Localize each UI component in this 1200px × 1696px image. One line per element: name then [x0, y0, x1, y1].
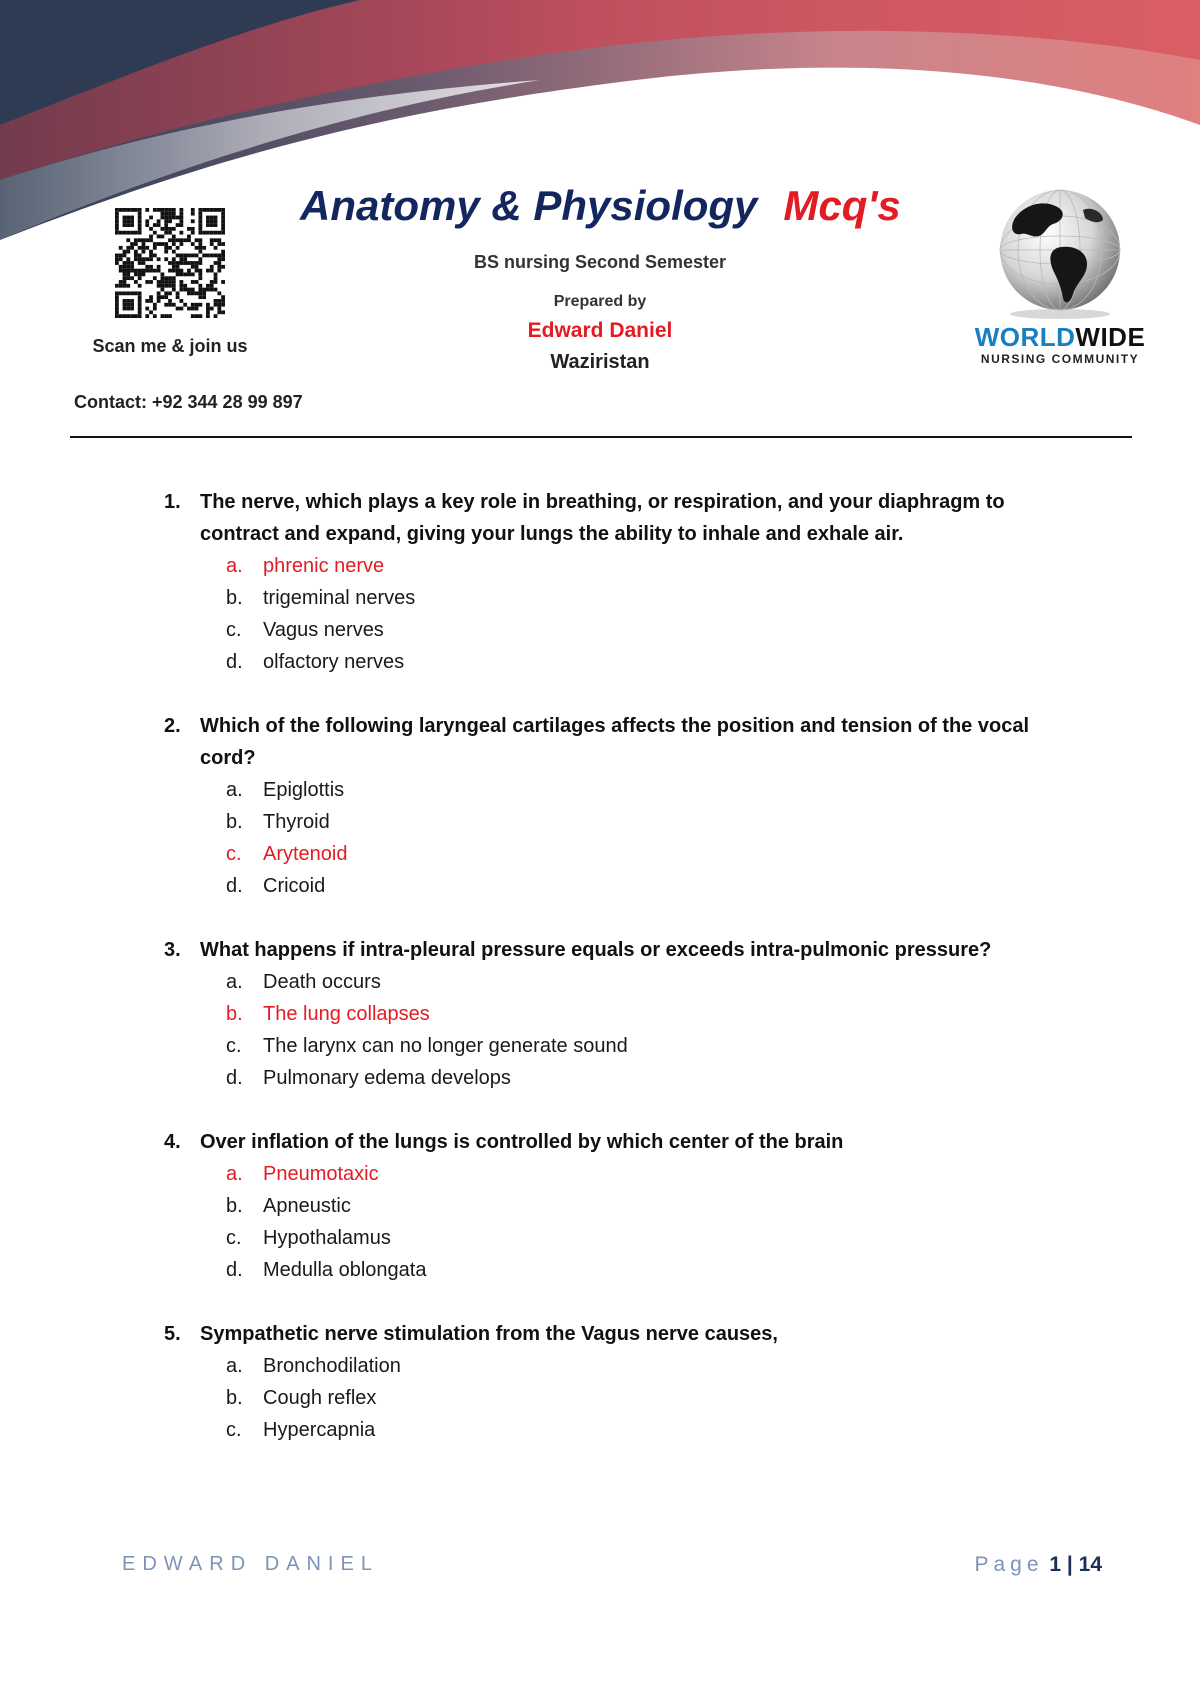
question-number: 3. [164, 939, 181, 961]
question-text: Which of the following laryngeal cartilages affects the position and tension of the vocal cord? [200, 715, 1029, 769]
author-name: Edward Daniel [527, 319, 673, 342]
question-number: 4. [164, 1131, 181, 1153]
page-total: 14 [1078, 1553, 1102, 1576]
option-letter: d. [226, 1067, 243, 1089]
logo-tagline: NURSING COMMUNITY [980, 352, 1140, 366]
answer-option-correct [164, 838, 1084, 870]
option-text: Cricoid [263, 875, 326, 897]
option-letter: a. [226, 971, 243, 993]
answer-option [164, 646, 1084, 678]
question-text: Sympathetic nerve stimulation from the Vagus nerve causes, [200, 1323, 778, 1345]
option-letter: b. [226, 1195, 243, 1217]
question-item [164, 934, 1084, 1094]
header-divider [70, 436, 1132, 438]
option-text: Death occurs [263, 971, 381, 993]
option-text: Cough reflex [263, 1387, 377, 1409]
scan-label: Scan me & join us [92, 336, 248, 356]
qr-block [70, 208, 270, 357]
answer-option [164, 1382, 1084, 1414]
answer-option [164, 806, 1084, 838]
page-current: 1 [1049, 1553, 1062, 1576]
option-text: Thyroid [263, 811, 330, 833]
option-letter: d. [226, 651, 243, 673]
option-letter: b. [226, 811, 243, 833]
answer-option-correct [164, 1158, 1084, 1190]
answer-option [164, 1062, 1084, 1094]
question-number: 1. [164, 491, 181, 513]
question-list [164, 486, 1084, 1478]
question-stem [164, 486, 1084, 550]
option-letter: d. [226, 1259, 243, 1281]
question-number: 5. [164, 1323, 181, 1345]
option-letter: c. [226, 1419, 242, 1441]
option-text: Pulmonary edema develops [263, 1067, 511, 1089]
qr-code[interactable] [109, 208, 231, 318]
answer-option [164, 614, 1084, 646]
answer-option [164, 1222, 1084, 1254]
globe-icon [987, 186, 1133, 320]
option-text: Apneustic [263, 1195, 351, 1217]
option-letter: c. [226, 843, 242, 865]
question-stem [164, 1126, 1084, 1158]
option-text: olfactory nerves [263, 651, 405, 673]
option-letter: a. [226, 1355, 243, 1377]
option-letter: c. [226, 1227, 242, 1249]
logo-name [950, 324, 1170, 350]
question-text: The nerve, which plays a key role in breathing, or respiration, and your diaphragm to contract and expand, giving your lungs the ability to inhale and exhale air. [200, 491, 1005, 545]
option-text: Vagus nerves [263, 619, 384, 641]
question-text: Over inflation of the lungs is controlled by which center of the brain [200, 1131, 844, 1153]
question-stem [164, 934, 1084, 966]
option-letter: c. [226, 1035, 242, 1057]
footer-author: EDWARD DANIEL [122, 1553, 379, 1575]
answer-option [164, 582, 1084, 614]
option-text: trigeminal nerves [263, 587, 416, 609]
title-main: Anatomy & Physiology [300, 182, 758, 229]
answer-option [164, 1030, 1084, 1062]
option-letter: d. [226, 875, 243, 897]
page-separator: | [1066, 1553, 1073, 1576]
author-region: Waziristan [550, 351, 650, 373]
option-letter: b. [226, 1387, 243, 1409]
answer-option [164, 870, 1084, 902]
answer-option [164, 966, 1084, 998]
answer-option [164, 1254, 1084, 1286]
answer-option-correct [164, 998, 1084, 1030]
answer-option [164, 1190, 1084, 1222]
option-text: Epiglottis [263, 779, 345, 801]
option-letter: a. [226, 555, 243, 577]
question-item [164, 486, 1084, 678]
option-letter: a. [226, 779, 243, 801]
option-text: phrenic nerve [263, 555, 385, 577]
logo-word-1: WORLD [974, 322, 1076, 352]
subtitle: BS nursing Second Semester [473, 252, 727, 272]
option-text: Medulla oblongata [263, 1259, 427, 1281]
page-label: Page [974, 1553, 1044, 1576]
option-letter: c. [226, 619, 242, 641]
question-text: What happens if intra-pleural pressure equals or exceeds intra-pulmonic pressure? [200, 939, 992, 961]
answer-option [164, 1414, 1084, 1446]
option-text: Hypothalamus [263, 1227, 391, 1249]
option-letter: b. [226, 1003, 243, 1025]
option-text: Arytenoid [263, 843, 348, 865]
option-text: The lung collapses [263, 1003, 430, 1025]
answer-option [164, 1350, 1084, 1382]
question-item [164, 710, 1084, 902]
question-stem [164, 710, 1084, 774]
title-accent: Mcq's [783, 182, 901, 229]
title-block [300, 182, 900, 374]
logo-word-2: WIDE [1075, 322, 1146, 352]
question-number: 2. [164, 715, 181, 737]
option-text: Bronchodilation [263, 1355, 401, 1377]
page-number [974, 1553, 1102, 1577]
prepared-by-label: Prepared by [553, 293, 647, 310]
option-text: Pneumotaxic [263, 1163, 379, 1185]
option-letter: a. [226, 1163, 243, 1185]
answer-option [164, 774, 1084, 806]
question-stem [164, 1318, 1084, 1350]
page-title [300, 182, 900, 230]
answer-option-correct [164, 550, 1084, 582]
contact-info: Contact: +92 344 28 99 897 [74, 392, 303, 412]
question-item [164, 1126, 1084, 1286]
option-text: Hypercapnia [263, 1419, 376, 1441]
community-logo [950, 186, 1170, 366]
option-letter: b. [226, 587, 243, 609]
question-item [164, 1318, 1084, 1446]
option-text: The larynx can no longer generate sound [263, 1035, 628, 1057]
